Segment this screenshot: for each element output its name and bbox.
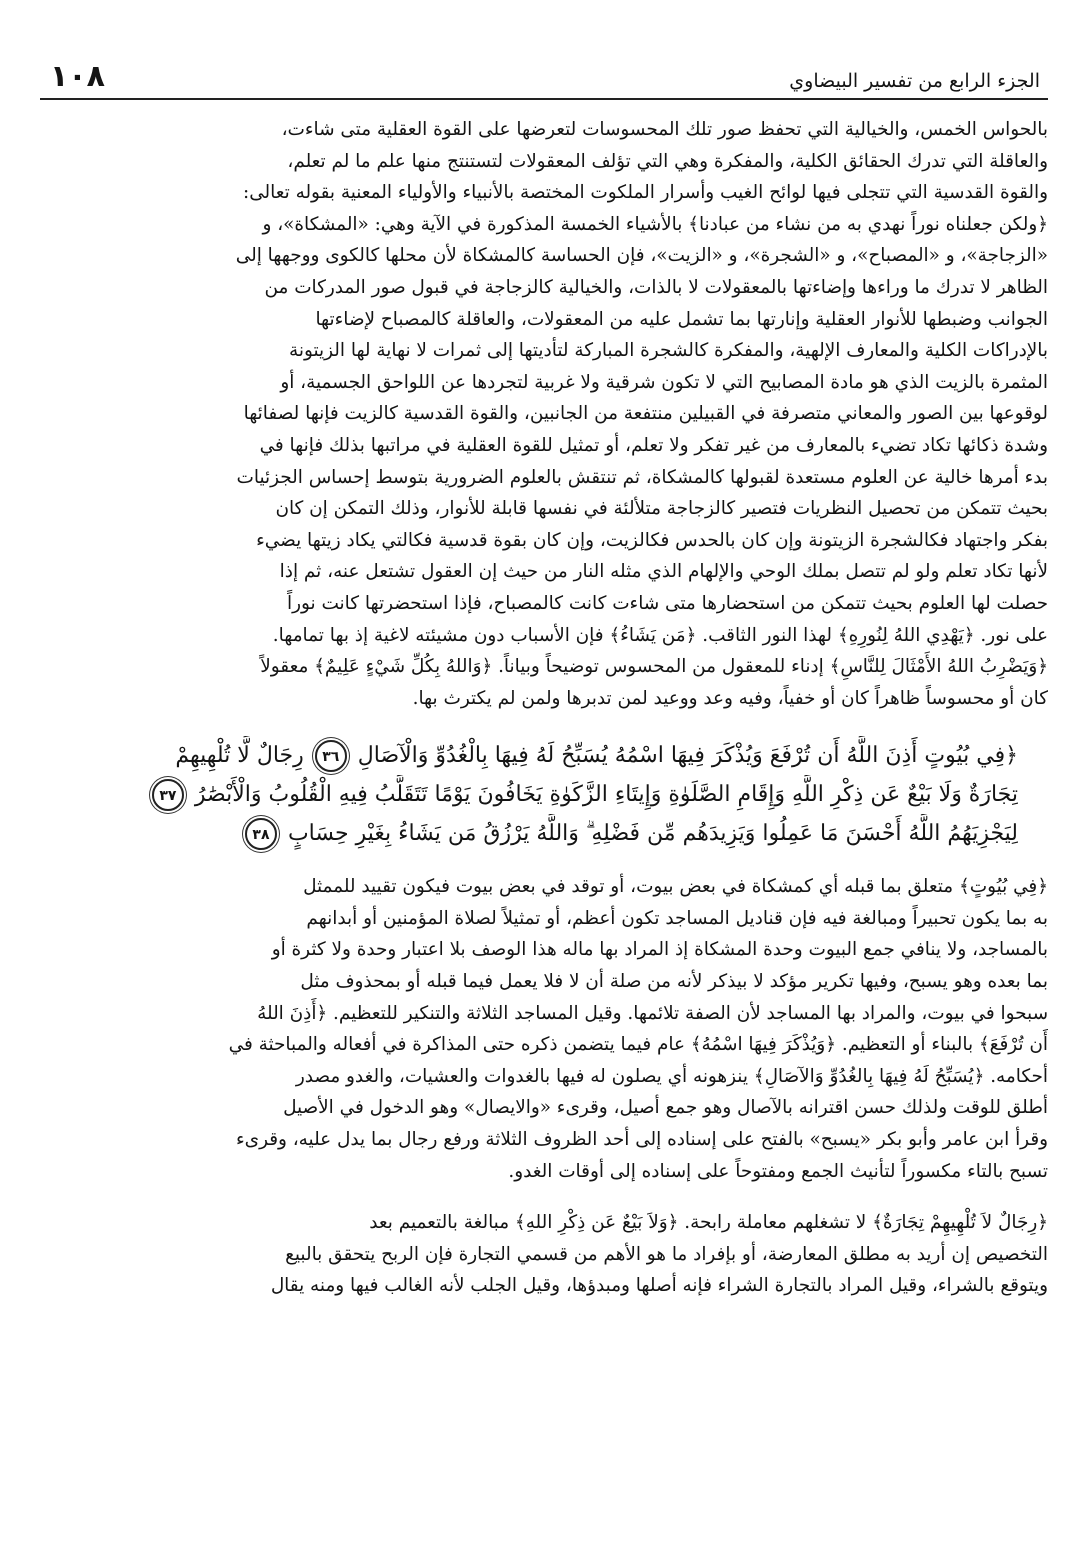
text-line: كان أو محسوساً ظاهراً كان أو خفياً، وفيه وعد ووعيد لمن تدبرها ولمن لم يكترث بها. — [412, 687, 1048, 709]
text-line: ويتوقع بالشراء، وقيل المراد بالتجارة الشراء فإنه أصلها ومبدؤها، وقيل الجلب لأنه الغالب فيها ومنه يقال — [270, 1275, 1048, 1297]
commentary-block-1 — [40, 114, 1048, 714]
text-line: ﴿وَيَضْرِبُ اللهُ الأَمْثَالَ لِلنَّاسِ﴾ إدناء للمعقول من المحسوس توضيحاً وبياناً. ﴿وَاللهُ بِكُلِّ شَيْءٍ عَلِيمٌ﴾ معقولاً — [260, 656, 1048, 678]
text-line: والقوة القدسية التي تتجلى فيها لوائح الغيب وأسرار الملكوت المختصة بالأنبياء والأولياء المعنية بقوله تعالى: — [243, 182, 1048, 204]
text-line: ﴿رِجَالٌ لاَ تُلْهِيهِمْ تِجَارَةٌ﴾ لا تشغلهم معاملة رابحة. ﴿وَلاَ بَيْعٌ عَن ذِكْرِ اللهِ﴾ مبالغة بالتعميم بعد — [369, 1212, 1048, 1234]
verse-line — [40, 814, 1018, 853]
header-rule — [40, 98, 1048, 100]
text-line: «الزجاجة»، و «المصباح»، و «الشجرة»، و «الزيت»، فإن الحساسة كالمشكاة لأن محلها كالكوى ووجهها إلى — [235, 245, 1048, 267]
text-line: لوقوعها بين الصور والمعاني متصرفة في القبيلين منتفعة من الجانبين، والقوة القدسية كالزيت فإنها لصفائها — [243, 403, 1048, 425]
text-line: بحيث تتمكن من تحصيل النظريات فتصير كالزجاجة متلألئة في نفسها قابلة للأنوار، وذلك التمكن إن كان — [275, 498, 1048, 520]
verse-line — [40, 775, 1018, 814]
text-line: بدء أمرها خالية عن العلوم مستعدة لقبولها كالمشكاة، ثم تنتقش بالعلوم الضرورية بتوسط إحساس الجزئيات — [236, 466, 1048, 488]
text-line: أحكامه. ﴿يُسَبِّحُ لَهُ فِيهَا بِالغُدُوِّ وَالآصَالِ﴾ ينزهونه أي يصلون له فيها بالغدوات والعشيات، والغدو مصدر — [295, 1065, 1048, 1087]
text-line: التخصيص إن أريد به مطلق المعارضة، أو بإفراد ما هو الأهم من قسمي التجارة فإن الربح يتحقق بالبيع — [285, 1243, 1048, 1265]
text-line: سبحوا في بيوت، والمراد بها المساجد لأن الصفة تلائمها. وقيل المساجد الثلاثة والتنكير للتعظيم. ﴿أَذِنَ اللهُ — [257, 1002, 1048, 1024]
text-line: بما بعده وهو يسبح، وفيها تكرير مؤكد لا بيذكر لأنه من صلة أن لا فلا يعمل فيما قبله أو بمحذوف مثل — [300, 971, 1048, 993]
text-line: وشدة ذكائها تكاد تضيء بالمعارف من غير تفكر ولا تعلم، أو تمثيل للقوة العقلية في مراتبها بذلك فإنها في — [259, 434, 1048, 456]
text-line: المثمرة بالزيت الذي هو مادة المصابيح التي لا تكون شرقية ولا غربية لتجردها عن اللواحق الجسمية، أو — [280, 371, 1048, 393]
verse-line — [40, 736, 1018, 775]
page-header — [40, 58, 1048, 96]
verse-text: رِجَالٌ لَّا تُلْهِيهِمْ — [175, 743, 304, 769]
text-line: حصلت لها العلوم بحيث تتمكن من استحضارها متى شاءت كانت كالمصباح، فإذا استحضرتها كانت نوراً — [287, 592, 1048, 614]
text-line: الظاهر لا تدرك ما وراءها وإضاءتها بالمعقولات لا بالذات، والخيالية كالزجاجة في قبول صور المدركات من — [264, 276, 1048, 298]
commentary-block-2 — [40, 871, 1048, 1187]
ayah-number-marker: ٣٦ — [315, 740, 347, 772]
text-line: لأنها تكاد تعلم ولو لم تتصل بملك الوحي والإلهام الذي مثله النار من حيث إن العقول تشتعل عنه، ثم إذا — [279, 561, 1048, 583]
text-line: تسبح بالتاء مكسوراً لتأنيث الجمع ومفتوحاً على إسناده إلى أوقات الغدو. — [508, 1160, 1048, 1182]
verse-text: لِيَجْزِيَهُمُ اللَّهُ أَحْسَنَ مَا عَمِلُوا وَيَزِيدَهُم مِّن فَضْلِهِ ۗ وَاللَّهُ يَرْزُقُ مَن يَشَاءُ بِغَيْرِ حِسَابٍ — [287, 821, 1018, 847]
text-line: ﴿فِي بُيُوتٍ﴾ متعلق بما قبله أي كمشكاة في بعض بيوت، أو توقد في بعض بيوت فيكون تقييد للممثل — [303, 876, 1048, 898]
text-line: أَن تُرْفَعَ﴾ بالبناء أو التعظيم. ﴿وَيُذْكَرَ فِيهَا اسْمُهُ﴾ عام فيما يتضمن ذكره حتى المذاكرة في أفعاله والمباحثة في — [228, 1034, 1048, 1056]
text-line: وقرأ ابن عامر وأبو بكر «يسبح» بالفتح على إسناده إلى أحد الظروف الثلاثة ورفع رجال بما يدل عليه، وقرىء — [236, 1129, 1048, 1151]
text-line: ﴿ولكن جعلناه نوراً نهدي به من نشاء من عبادنا﴾ بالأشياء الخمسة المذكورة في الآية وهي: «المشكاة»، و — [262, 213, 1048, 235]
ayah-number-marker: ٣٧ — [152, 779, 184, 811]
text-line: به بما يكون تحبيراً ومبالغة فيه فإن قناديل المساجد تكون أعظم، أو تمثيلاً لصلاة المؤمنين أو أبدانهم — [306, 907, 1048, 929]
text-line: والعاقلة التي تدرك الحقائق الكلية، والمفكرة وهي التي تؤلف المعقولات لتستنتج منها علم ما لم تعلم، — [287, 150, 1048, 172]
verse-text: تِجَارَةٌ وَلَا بَيْعٌ عَن ذِكْرِ اللَّهِ وَإِقَامِ الصَّلَوٰةِ وَإِيتَاءِ الزَّكَوٰةِ يَخَافُونَ يَوْمًا تَتَقَلَّبُ فِيهِ الْقُلُوبُ وَالْأَبْصَٰرُ — [194, 782, 1018, 808]
text-line: بالإدراكات الكلية والمعارف الإلهية، والمفكرة كالشجرة المباركة لتأديتها إلى ثمرات لا نهاية لها الزيتونة — [289, 340, 1048, 362]
text-line: بالحواس الخمس، والخيالية التي تحفظ صور تلك المحسوسات لتعرضها على القوة العقلية متى شاءت، — [281, 119, 1048, 140]
text-line: بفكر واجتهاد فكالشجرة الزيتونة وإن كان بالحدس فكالزيت، وإن كان بقوة قدسية فكالتي يكاد زيتها يضيء — [256, 529, 1048, 551]
page-number: ١٠٨ — [50, 59, 105, 94]
text-line: الجوانب وضبطها للأنوار العقلية وإنارتها بما تشمل عليه من المعقولات، والعاقلة كالمصباح لإضاءتها — [315, 308, 1048, 330]
text-line: على نور. ﴿يَهْدِي اللهُ لِنُورِهِ﴾ لهذا النور الثاقب. ﴿مَن يَشَاءُ﴾ فإن الأسباب دون مشيئته لاغية إذ بها تمامها. — [272, 624, 1048, 646]
commentary-block-3 — [40, 1207, 1048, 1302]
quran-verse-block — [40, 736, 1048, 853]
running-title: الجزء الرابع من تفسير البيضاوي — [789, 70, 1040, 92]
verse-text: ﴿فِي بُيُوتٍ أَذِنَ اللَّهُ أَن تُرْفَعَ وَيُذْكَرَ فِيهَا اسْمُهُ يُسَبِّحُ لَهُ فِيهَا بِالْغُدُوِّ وَالْآصَالِ — [357, 743, 1018, 769]
text-line: أطلق للوقت ولذلك حسن اقترانه بالآصال وهو جمع أصيل، وقرىء «والايصال» وهو الدخول في الأصيل — [283, 1097, 1048, 1119]
text-line: بالمساجد، ولا ينافي جمع البيوت وحدة المشكاة إذ المراد بها ماله هذا الوصف بلا اعتبار وحدة ولا كثرة أو — [271, 939, 1048, 961]
ayah-number-marker: ٣٨ — [245, 818, 277, 850]
